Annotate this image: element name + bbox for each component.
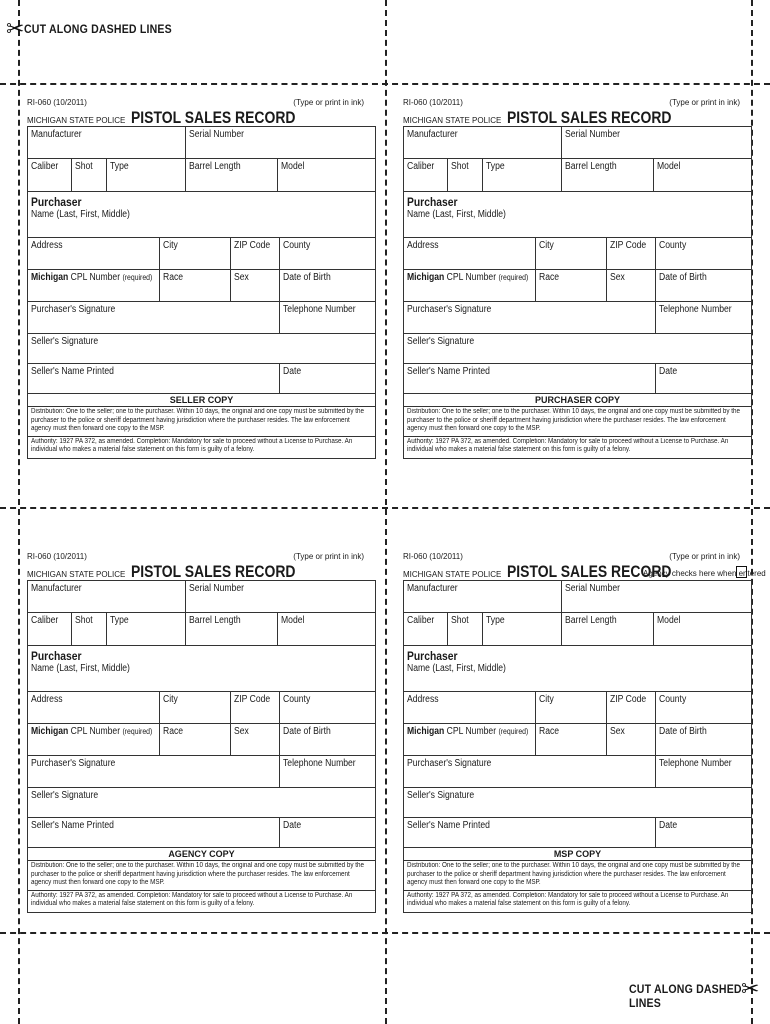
caliber-field[interactable]: Caliber: [31, 161, 59, 172]
city-field[interactable]: City: [159, 238, 230, 269]
name-label: Name (Last, First, Middle): [31, 663, 130, 674]
address-field[interactable]: Address: [407, 240, 439, 251]
purchaser-heading: Purchaser: [31, 195, 82, 209]
purchaser-signature-field[interactable]: Purchaser's Signature: [407, 304, 492, 315]
scissors-icon: ✂: [741, 976, 760, 1001]
type-field[interactable]: Type: [106, 613, 185, 645]
cut-instructions-bottom: CUT ALONG DASHED LINES: [629, 982, 742, 1010]
copy-title: MSP COPY: [404, 847, 751, 860]
name-label: Name (Last, First, Middle): [407, 663, 506, 674]
serial-number-field[interactable]: Serial Number: [185, 581, 375, 612]
purchaser-signature-field[interactable]: Purchaser's Signature: [407, 758, 492, 769]
agency-check-note: Agency checks here when entered: [643, 569, 766, 578]
authority-text: Authority: 1927 PA 372, as amended. Completion: Mandatory for sale to proceed without a License to Purchase. An individual who makes a material false statement on this form is guilty of a felony.: [404, 436, 751, 458]
seller-signature-field[interactable]: Seller's Signature: [31, 336, 99, 347]
form-code: RI-060 (10/2011): [27, 98, 87, 107]
sex-field[interactable]: Sex: [606, 724, 655, 755]
purchaser-name-field[interactable]: [404, 192, 751, 237]
telephone-number-field[interactable]: Telephone Number: [655, 302, 751, 333]
form-purchaser-copy: [403, 96, 750, 459]
cpl-number-field[interactable]: Michigan CPL Number (required): [31, 272, 153, 283]
sex-field[interactable]: Sex: [606, 270, 655, 301]
seller-name-printed-field[interactable]: Seller's Name Printed: [407, 820, 490, 831]
purchaser-heading: Purchaser: [407, 195, 458, 209]
serial-number-field[interactable]: Serial Number: [561, 127, 751, 158]
form-grid: [27, 580, 376, 913]
model-field[interactable]: Model: [653, 159, 751, 191]
seller-signature-field[interactable]: Seller's Signature: [31, 790, 99, 801]
zip-code-field[interactable]: ZIP Code: [230, 692, 279, 723]
distribution-text: Distribution: One to the seller; one to the purchaser. Within 10 days, the original and one copy must be submitted by the purchaser to the police or sheriff department having jurisdiction where the purchaser resides. The law enforcement agency must then forward one copy to the MSP.: [28, 860, 375, 890]
form-msp-copy: [403, 550, 766, 913]
zip-code-field[interactable]: ZIP Code: [230, 238, 279, 269]
manufacturer-field[interactable]: Manufacturer: [407, 583, 458, 594]
manufacturer-field[interactable]: Manufacturer: [31, 129, 82, 140]
agency-name: MICHIGAN STATE POLICE: [403, 570, 502, 579]
seller-signature-field[interactable]: Seller's Signature: [407, 790, 475, 801]
purchaser-name-field[interactable]: [28, 646, 375, 691]
date-field[interactable]: Date: [655, 364, 751, 393]
form-grid: [403, 126, 752, 459]
type-field[interactable]: Type: [482, 613, 561, 645]
distribution-text: Distribution: One to the seller; one to the purchaser. Within 10 days, the original and one copy must be submitted by the purchaser to the police or sheriff department having jurisdiction where the purchaser resides. The law enforcement agency must then forward one copy to the MSP.: [404, 406, 751, 436]
barrel-length-field[interactable]: Barrel Length: [185, 159, 277, 191]
seller-signature-field[interactable]: Seller's Signature: [407, 336, 475, 347]
county-field[interactable]: County: [279, 238, 375, 269]
city-field[interactable]: City: [159, 692, 230, 723]
name-label: Name (Last, First, Middle): [31, 209, 130, 220]
purchaser-heading: Purchaser: [407, 649, 458, 663]
barrel-length-field[interactable]: Barrel Length: [561, 613, 653, 645]
type-field[interactable]: Type: [106, 159, 185, 191]
serial-number-field[interactable]: Serial Number: [561, 581, 751, 612]
sex-field[interactable]: Sex: [230, 724, 279, 755]
type-field[interactable]: Type: [482, 159, 561, 191]
name-label: Name (Last, First, Middle): [407, 209, 506, 220]
serial-number-field[interactable]: Serial Number: [185, 127, 375, 158]
shot-field[interactable]: Shot: [71, 613, 106, 645]
seller-name-printed-field[interactable]: Seller's Name Printed: [407, 366, 490, 377]
agency-name: MICHIGAN STATE POLICE: [27, 570, 126, 579]
zip-code-field[interactable]: ZIP Code: [606, 238, 655, 269]
model-field[interactable]: Model: [653, 613, 751, 645]
authority-text: Authority: 1927 PA 372, as amended. Completion: Mandatory for sale to proceed without a License to Purchase. An individual who makes a material false statement on this form is guilty of a felony.: [404, 890, 751, 912]
agency-entered-checkbox[interactable]: [736, 566, 747, 578]
form-code: RI-060 (10/2011): [403, 552, 463, 561]
telephone-number-field[interactable]: Telephone Number: [279, 302, 375, 333]
form-title: PISTOL SALES RECORD: [507, 562, 672, 581]
date-of-birth-field[interactable]: Date of Birth: [279, 270, 375, 301]
city-field[interactable]: City: [535, 692, 606, 723]
authority-text: Authority: 1927 PA 372, as amended. Completion: Mandatory for sale to proceed without a License to Purchase. An individual who makes a material false statement on this form is guilty of a felony.: [28, 436, 375, 458]
ink-note: (Type or print in ink): [293, 552, 364, 561]
address-field[interactable]: Address: [31, 240, 63, 251]
distribution-text: Distribution: One to the seller; one to the purchaser. Within 10 days, the original and one copy must be submitted by the purchaser to the police or sheriff department having jurisdiction where the purchaser resides. The law enforcement agency must then forward one copy to the MSP.: [404, 860, 751, 890]
address-field[interactable]: Address: [31, 694, 63, 705]
cut-line-center: [385, 0, 387, 1024]
purchaser-name-field[interactable]: [28, 192, 375, 237]
copy-title: PURCHASER COPY: [404, 393, 751, 406]
form-seller-copy: [27, 96, 374, 459]
cut-instructions-top: CUT ALONG DASHED LINES: [24, 22, 172, 36]
ink-note: (Type or print in ink): [293, 98, 364, 107]
ink-note: (Type or print in ink): [669, 552, 740, 561]
form-grid: [403, 580, 752, 913]
date-of-birth-field[interactable]: Date of Birth: [279, 724, 375, 755]
form-code: RI-060 (10/2011): [27, 552, 87, 561]
form-code: RI-060 (10/2011): [403, 98, 463, 107]
telephone-number-field[interactable]: Telephone Number: [655, 756, 751, 787]
form-title: PISTOL SALES RECORD: [507, 108, 672, 127]
purchaser-signature-field[interactable]: Purchaser's Signature: [31, 758, 116, 769]
form-title: PISTOL SALES RECORD: [131, 108, 296, 127]
shot-field[interactable]: Shot: [71, 159, 106, 191]
telephone-number-field[interactable]: Telephone Number: [279, 756, 375, 787]
cpl-number-field[interactable]: Michigan CPL Number (required): [407, 272, 529, 283]
race-field[interactable]: Race: [535, 724, 606, 755]
cpl-number-field[interactable]: Michigan CPL Number (required): [407, 726, 529, 737]
date-field[interactable]: Date: [655, 818, 751, 847]
date-of-birth-field[interactable]: Date of Birth: [655, 724, 751, 755]
county-field[interactable]: County: [279, 692, 375, 723]
purchaser-signature-field[interactable]: Purchaser's Signature: [31, 304, 116, 315]
race-field[interactable]: Race: [159, 724, 230, 755]
race-field[interactable]: Race: [159, 270, 230, 301]
date-field[interactable]: Date: [279, 364, 375, 393]
form-title: PISTOL SALES RECORD: [131, 562, 296, 581]
cut-line-left: [18, 0, 20, 1024]
cpl-number-field[interactable]: Michigan CPL Number (required): [31, 726, 153, 737]
barrel-length-field[interactable]: Barrel Length: [561, 159, 653, 191]
caliber-field[interactable]: Caliber: [407, 161, 435, 172]
ink-note: (Type or print in ink): [669, 98, 740, 107]
caliber-field[interactable]: Caliber: [31, 615, 59, 626]
seller-name-printed-field[interactable]: Seller's Name Printed: [31, 820, 114, 831]
form-agency-copy: [27, 550, 374, 913]
race-field[interactable]: Race: [535, 270, 606, 301]
agency-name: MICHIGAN STATE POLICE: [403, 116, 502, 125]
authority-text: Authority: 1927 PA 372, as amended. Completion: Mandatory for sale to proceed without a License to Purchase. An individual who makes a material false statement on this form is guilty of a felony.: [28, 890, 375, 912]
date-field[interactable]: Date: [279, 818, 375, 847]
sex-field[interactable]: Sex: [230, 270, 279, 301]
purchaser-heading: Purchaser: [31, 649, 82, 663]
shot-field[interactable]: Shot: [447, 613, 482, 645]
copy-title: SELLER COPY: [28, 393, 375, 406]
agency-name: MICHIGAN STATE POLICE: [27, 116, 126, 125]
model-field[interactable]: Model: [277, 159, 375, 191]
barrel-length-field[interactable]: Barrel Length: [185, 613, 277, 645]
form-grid: [27, 126, 376, 459]
model-field[interactable]: Model: [277, 613, 375, 645]
county-field[interactable]: County: [655, 692, 751, 723]
caliber-field[interactable]: Caliber: [407, 615, 435, 626]
date-of-birth-field[interactable]: Date of Birth: [655, 270, 751, 301]
city-field[interactable]: City: [535, 238, 606, 269]
manufacturer-field[interactable]: Manufacturer: [407, 129, 458, 140]
address-field[interactable]: Address: [407, 694, 439, 705]
manufacturer-field[interactable]: Manufacturer: [31, 583, 82, 594]
purchaser-name-field[interactable]: [404, 646, 751, 691]
distribution-text: Distribution: One to the seller; one to the purchaser. Within 10 days, the original and one copy must be submitted by the purchaser to the police or sheriff department having jurisdiction where the purchaser resides. The law enforcement agency must then forward one copy to the MSP.: [28, 406, 375, 436]
copy-title: AGENCY COPY: [28, 847, 375, 860]
scissors-icon: ✂: [6, 16, 25, 41]
county-field[interactable]: County: [655, 238, 751, 269]
shot-field[interactable]: Shot: [447, 159, 482, 191]
seller-name-printed-field[interactable]: Seller's Name Printed: [31, 366, 114, 377]
zip-code-field[interactable]: ZIP Code: [606, 692, 655, 723]
